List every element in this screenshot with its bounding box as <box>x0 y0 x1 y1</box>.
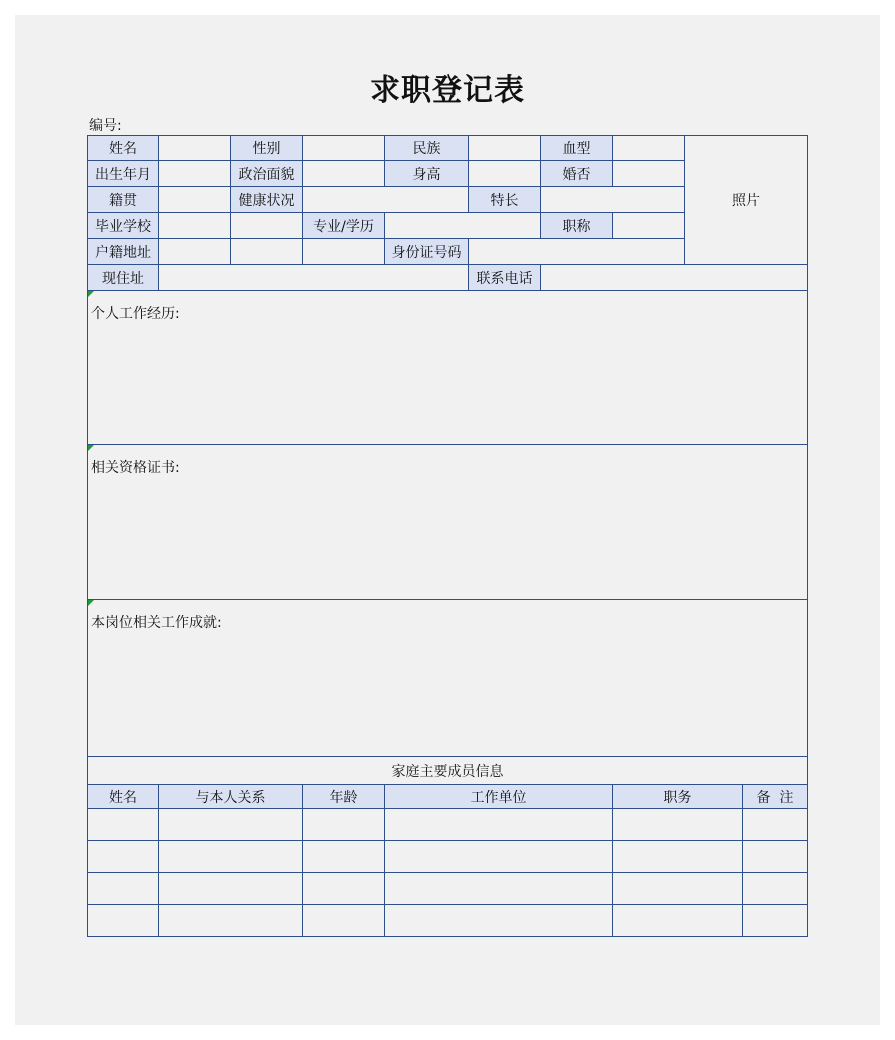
label-ethnicity: 民族 <box>384 135 469 161</box>
family-cell-remarks[interactable] <box>742 872 808 905</box>
family-cell-position[interactable] <box>612 808 743 841</box>
political-field[interactable] <box>302 160 385 187</box>
ethnicity-field[interactable] <box>468 135 541 161</box>
label-native-place: 籍贯 <box>87 186 159 213</box>
family-cell-remarks[interactable] <box>742 808 808 841</box>
form-sheet <box>15 15 880 1025</box>
major-field[interactable] <box>384 212 541 239</box>
family-cell-relation[interactable] <box>158 904 303 937</box>
family-cell-age[interactable] <box>302 904 385 937</box>
form-title: 求职登记表 <box>370 73 525 108</box>
native-place-field[interactable] <box>158 186 231 213</box>
school-field-a[interactable] <box>158 212 231 239</box>
family-cell-relation[interactable] <box>158 808 303 841</box>
achievements-section[interactable]: 本岗位相关工作成就: <box>87 599 808 757</box>
label-blood-type: 血型 <box>540 135 613 161</box>
school-field-b[interactable] <box>230 212 303 239</box>
name-field[interactable] <box>158 135 231 161</box>
label-birth: 出生年月 <box>87 160 159 187</box>
family-col-name: 姓名 <box>87 784 159 809</box>
family-cell-name[interactable] <box>87 840 159 873</box>
label-school: 毕业学校 <box>87 212 159 239</box>
family-cell-name[interactable] <box>87 904 159 937</box>
family-cell-name[interactable] <box>87 872 159 905</box>
work-history-section[interactable]: 个人工作经历: <box>87 290 808 445</box>
family-cell-remarks[interactable] <box>742 840 808 873</box>
family-col-relation: 与本人关系 <box>158 784 303 809</box>
blood-type-field[interactable] <box>612 135 685 161</box>
family-cell-position[interactable] <box>612 872 743 905</box>
photo-box[interactable]: 照片 <box>684 135 808 265</box>
label-health: 健康状况 <box>230 186 303 213</box>
label-household: 户籍地址 <box>87 238 159 265</box>
label-id-number: 身份证号码 <box>384 238 469 265</box>
family-cell-relation[interactable] <box>158 840 303 873</box>
label-marital: 婚否 <box>540 160 613 187</box>
family-cell-employer[interactable] <box>384 872 613 905</box>
specialty-field[interactable] <box>540 186 685 213</box>
id-number-field[interactable] <box>468 238 685 265</box>
label-gender: 性别 <box>230 135 303 161</box>
family-cell-relation[interactable] <box>158 872 303 905</box>
family-col-remarks: 备 注 <box>742 784 808 809</box>
family-col-employer: 工作单位 <box>384 784 613 809</box>
marital-field[interactable] <box>612 160 685 187</box>
family-cell-remarks[interactable] <box>742 904 808 937</box>
family-cell-name[interactable] <box>87 808 159 841</box>
label-political: 政治面貌 <box>230 160 303 187</box>
family-heading: 家庭主要成员信息 <box>87 756 808 785</box>
family-cell-age[interactable] <box>302 872 385 905</box>
family-cell-position[interactable] <box>612 840 743 873</box>
birth-field[interactable] <box>158 160 231 187</box>
label-major: 专业/学历 <box>302 212 385 239</box>
family-col-age: 年龄 <box>302 784 385 809</box>
certificates-section[interactable]: 相关资格证书: <box>87 444 808 600</box>
family-cell-employer[interactable] <box>384 904 613 937</box>
household-field-c[interactable] <box>302 238 385 265</box>
phone-field[interactable] <box>540 264 808 291</box>
label-address: 现住址 <box>87 264 159 291</box>
height-field[interactable] <box>468 160 541 187</box>
family-cell-age[interactable] <box>302 840 385 873</box>
household-field-a[interactable] <box>158 238 231 265</box>
family-cell-employer[interactable] <box>384 840 613 873</box>
family-cell-employer[interactable] <box>384 808 613 841</box>
health-field[interactable] <box>302 186 469 213</box>
title-field[interactable] <box>612 212 685 239</box>
serial-number-label: 编号: <box>89 118 122 134</box>
label-specialty: 特长 <box>468 186 541 213</box>
family-cell-age[interactable] <box>302 808 385 841</box>
family-col-position: 职务 <box>612 784 743 809</box>
gender-field[interactable] <box>302 135 385 161</box>
label-phone: 联系电话 <box>468 264 541 291</box>
label-height: 身高 <box>384 160 469 187</box>
family-cell-position[interactable] <box>612 904 743 937</box>
label-title: 职称 <box>540 212 613 239</box>
label-name: 姓名 <box>87 135 159 161</box>
household-field-b[interactable] <box>230 238 303 265</box>
address-field[interactable] <box>158 264 469 291</box>
